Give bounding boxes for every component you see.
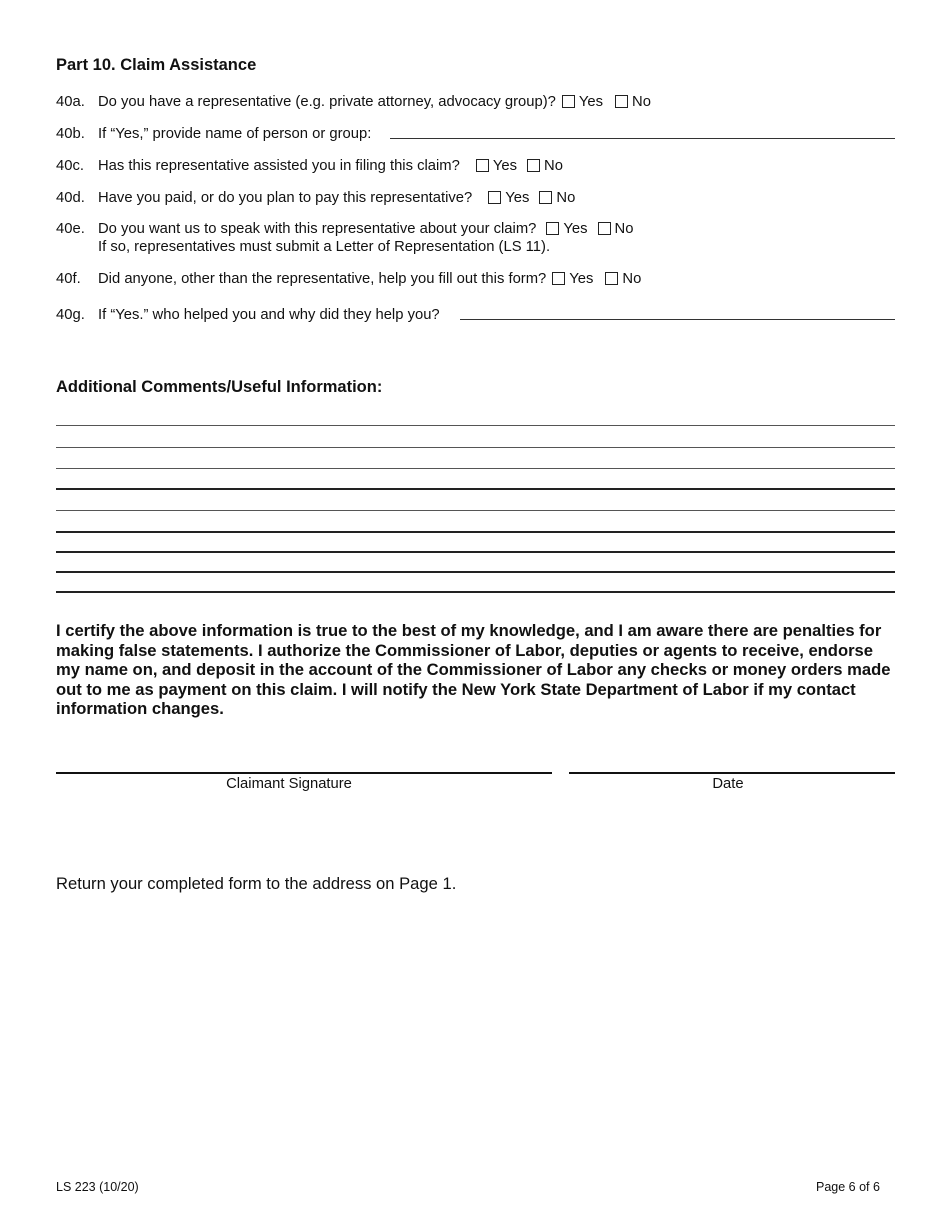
yes-label: Yes — [578, 94, 604, 110]
comment-line[interactable] — [56, 510, 895, 511]
yes-label: Yes — [492, 158, 518, 174]
question-number: 40e. — [56, 221, 85, 237]
yes-checkbox[interactable] — [476, 159, 489, 172]
yes-checkbox[interactable] — [488, 191, 501, 204]
yes-label: Yes — [569, 271, 594, 287]
question-40b — [56, 125, 371, 143]
date-field[interactable] — [569, 772, 895, 774]
question-text: Have you paid, or do you plan to pay this representative? — [98, 190, 473, 206]
question-text: If “Yes,” provide name of person or group: — [98, 126, 372, 142]
comment-line[interactable] — [56, 571, 895, 573]
yes-checkbox[interactable] — [546, 222, 559, 235]
no-label: No — [622, 271, 642, 287]
page-number: Page 6 of 6 — [816, 1180, 880, 1194]
question-number: 40b. — [56, 126, 85, 142]
yes-label: Yes — [505, 190, 530, 206]
no-label: No — [544, 158, 563, 174]
question-text: Has this representative assisted you in filing this claim? — [98, 158, 460, 174]
question-text: Do you want us to speak with this representative about your claim? — [98, 221, 537, 237]
claimant-signature-label: Claimant Signature — [226, 776, 352, 792]
question-40e-note: If so, representatives must submit a Letter of Representation (LS 11). — [98, 239, 551, 255]
part-title: Part 10. Claim Assistance — [56, 56, 257, 74]
question-number: 40a. — [56, 94, 85, 110]
question-40a — [56, 93, 651, 111]
question-text: Do you have a representative (e.g. private attorney, advocacy group)? — [98, 94, 556, 110]
question-40f — [56, 270, 641, 288]
comment-line[interactable] — [56, 447, 895, 448]
comment-line[interactable] — [56, 531, 895, 533]
comment-line[interactable] — [56, 551, 895, 553]
no-checkbox[interactable] — [598, 222, 611, 235]
question-40e — [56, 220, 633, 238]
comment-line[interactable] — [56, 468, 895, 469]
helper-details-field[interactable] — [460, 319, 895, 320]
claimant-signature-field[interactable] — [56, 772, 552, 774]
yes-label: Yes — [563, 221, 588, 237]
yes-checkbox[interactable] — [552, 272, 565, 285]
comment-line[interactable] — [56, 591, 895, 593]
form-id: LS 223 (10/20) — [56, 1180, 139, 1194]
question-number: 40g. — [56, 307, 85, 323]
question-40c — [56, 157, 563, 175]
yes-checkbox[interactable] — [562, 95, 575, 108]
comments-section-title: Additional Comments/Useful Information: — [56, 378, 383, 396]
question-number: 40c. — [56, 158, 84, 174]
question-number: 40d. — [56, 190, 85, 206]
no-checkbox[interactable] — [539, 191, 552, 204]
return-instructions: Return your completed form to the address on Page 1. — [56, 874, 457, 893]
question-40g — [56, 306, 440, 324]
question-number: 40f. — [56, 271, 81, 287]
no-checkbox[interactable] — [527, 159, 540, 172]
no-label: No — [556, 190, 576, 206]
certification-statement: I certify the above information is true to the best of my knowledge, and I am aware there are penalties for making false statements. I authorize the Commissioner of Labor, deputies or agents to receive, endorse my name on, and deposit in the account of the Commissioner of Labor any checks or money orders made out to me as payment on this claim. I will notify the New York State Department of Labor if my contact information changes. — [56, 621, 891, 719]
question-text: If “Yes.” who helped you and why did they help you? — [98, 307, 440, 323]
no-label: No — [614, 221, 634, 237]
question-40d — [56, 189, 575, 207]
no-label: No — [632, 94, 651, 110]
comment-line[interactable] — [56, 425, 895, 426]
question-text: Did anyone, other than the representative, help you fill out this form? — [98, 271, 547, 287]
comment-line[interactable] — [56, 488, 895, 490]
date-label: Date — [712, 776, 744, 792]
representative-name-field[interactable] — [390, 138, 895, 139]
no-checkbox[interactable] — [605, 272, 618, 285]
no-checkbox[interactable] — [615, 95, 628, 108]
